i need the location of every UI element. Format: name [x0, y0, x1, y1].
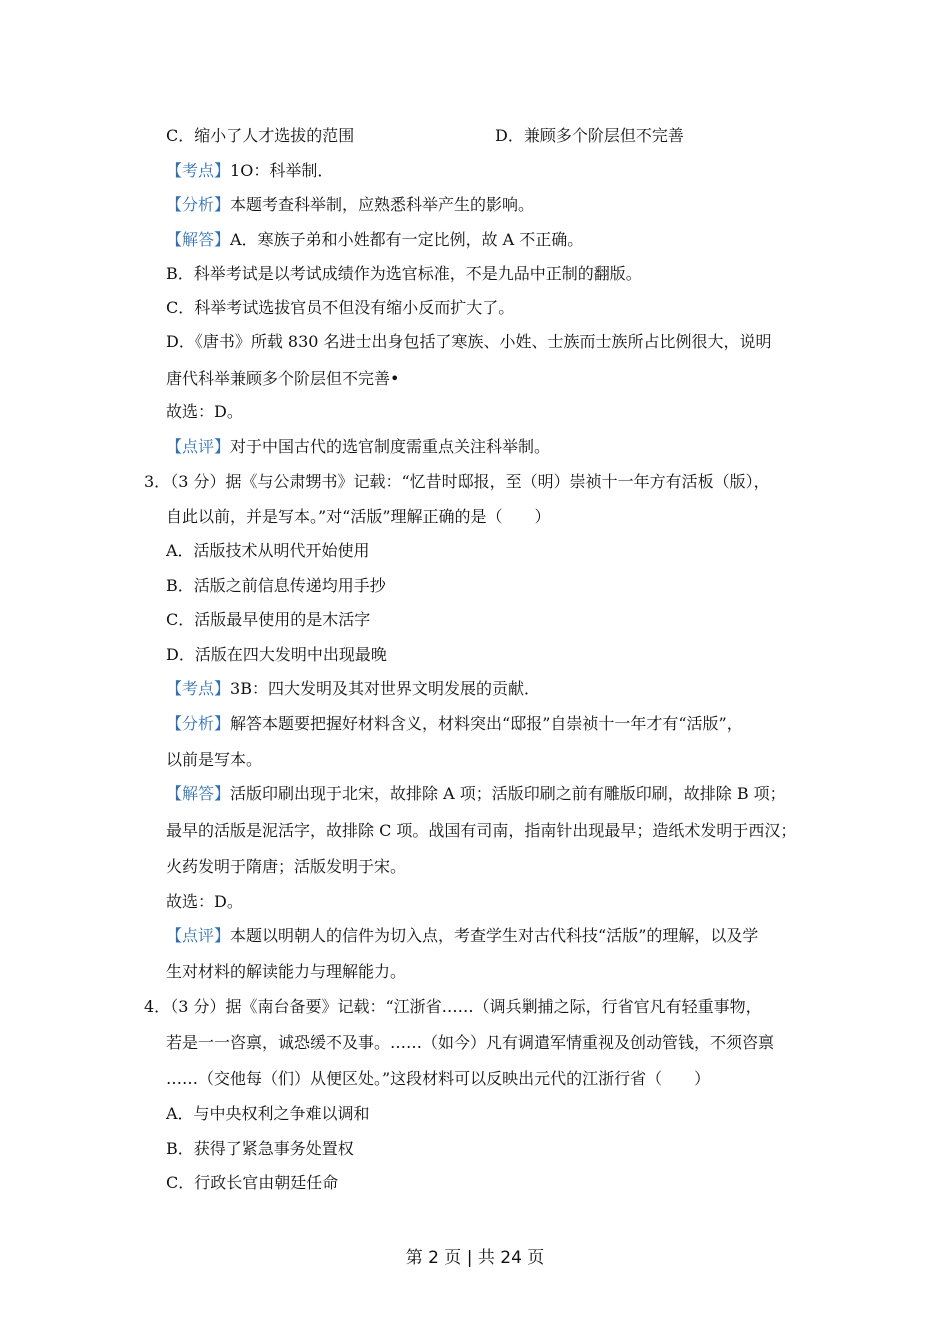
jieda-tag: 【解答】: [166, 230, 231, 249]
kaodian-text: 1O：科举制．: [230, 161, 334, 180]
q2-jieda: [166, 229, 583, 251]
q4-number: 4．: [144, 997, 171, 1016]
kaodian-text: 3B：四大发明及其对世界文明发展的贡献．: [230, 679, 540, 698]
q3-jieda-line2: 最早的活版是泥活字，故排除 C 项。战国有司南，指南针出现最早；造纸术发明于西汉；: [166, 821, 797, 840]
jieda-tag: 【解答】: [166, 784, 231, 803]
q3-stem-line2: 自此以前，并是写本。”对“活版”理解正确的是（ ）: [166, 507, 551, 526]
q2-option-d: D．兼顾多个阶层但不完善: [495, 126, 684, 145]
q3-option-d: D．活版在四大发明中出现最晚: [166, 645, 387, 664]
q4-stem-line3: ……（交他每（们）从便区处。”这段材料可以反映出元代的江浙行省（ ）: [166, 1069, 711, 1088]
q3-jieda: [166, 783, 786, 805]
q3-jieda-line3: 火药发明于隋唐；活版发明于宋。: [166, 857, 407, 876]
q3-number: 3．: [144, 472, 171, 491]
q2-dianping: [166, 436, 550, 458]
q4-option-b: B．获得了紧急事务处置权: [166, 1139, 354, 1158]
q3-dianping: [166, 925, 758, 947]
dianping-text: 对于中国古代的选官制度需重点关注科举制。: [230, 437, 551, 456]
q3-fenxi-line2: 以前是写本。: [166, 750, 263, 769]
q2-fenxi: [166, 194, 534, 216]
q3-dianping-line2: 生对材料的解读能力与理解能力。: [166, 962, 407, 981]
q2-jieda-b: B．科举考试是以考试成绩作为选官标准，不是九品中正制的翻版。: [166, 264, 642, 283]
q4-option-c: C．行政长官由朝廷任命: [166, 1173, 339, 1192]
fenxi-tag: 【分析】: [166, 714, 231, 733]
q4-stem1: （3 分）据《南台备要》记载：“江浙省……（调兵剿捕之际，行省官凡有轻重事物，: [170, 997, 762, 1016]
q2-jieda-d1: D．《唐书》所载 830 名进士出身包括了寒族、小姓、士族而士族所占比例很大，说明: [166, 332, 772, 351]
dianping-text: 本题以明朝人的信件为切入点，考查学生对古代科技“活版”的理解，以及学: [230, 926, 759, 945]
q3-stem1: （3 分）据《与公肃甥书》记载：“忆昔时邸报，至（明）崇祯十一年方有活板（版），: [170, 472, 770, 491]
q4-stem-line1: [144, 996, 762, 1018]
dianping-tag: 【点评】: [166, 437, 231, 456]
kaodian-tag: 【考点】: [166, 161, 231, 180]
q3-fenxi: [166, 713, 743, 735]
q3-option-a: A．活版技术从明代开始使用: [166, 541, 370, 560]
q3-kaodian: [166, 678, 540, 700]
page-footer: 第 2 页 | 共 24 页: [405, 1248, 545, 1268]
q2-option-c: C．缩小了人才选拔的范围: [166, 126, 355, 145]
q2-jieda-d2: 唐代科举兼顾多个阶层但不完善•: [166, 369, 400, 388]
jieda-text: 活版印刷出现于北宋，故排除 A 项；活版印刷之前有雕版印刷，故排除 B 项；: [230, 784, 786, 803]
kaodian-tag: 【考点】: [166, 679, 231, 698]
q3-option-c: C．活版最早使用的是木活字: [166, 610, 371, 629]
q3-stem-line1: [144, 471, 770, 493]
fenxi-text: 本题考查科举制，应熟悉科举产生的影响。: [230, 195, 535, 214]
jieda-text: A．寒族子弟和小姓都有一定比例，故 A 不正确。: [230, 230, 584, 249]
q3-option-b: B．活版之前信息传递均用手抄: [166, 576, 386, 595]
q2-answer: 故选：D。: [166, 402, 243, 421]
fenxi-tag: 【分析】: [166, 195, 231, 214]
q3-answer: 故选：D。: [166, 892, 243, 911]
q2-jieda-c: C．科举考试选拔官员不但没有缩小反而扩大了。: [166, 298, 515, 317]
q2-kaodian: [166, 160, 333, 182]
fenxi-text: 解答本题要把握好材料含义，材料突出“邸报”自崇祯十一年才有“活版”，: [230, 714, 743, 733]
q4-stem-line2: 若是一一咨禀，诚恐缓不及事。……（如今）凡有调遣军情重视及创动管钱，不须咨禀: [166, 1033, 775, 1052]
dianping-tag: 【点评】: [166, 926, 231, 945]
q4-option-a: A．与中央权利之争难以调和: [166, 1104, 370, 1123]
